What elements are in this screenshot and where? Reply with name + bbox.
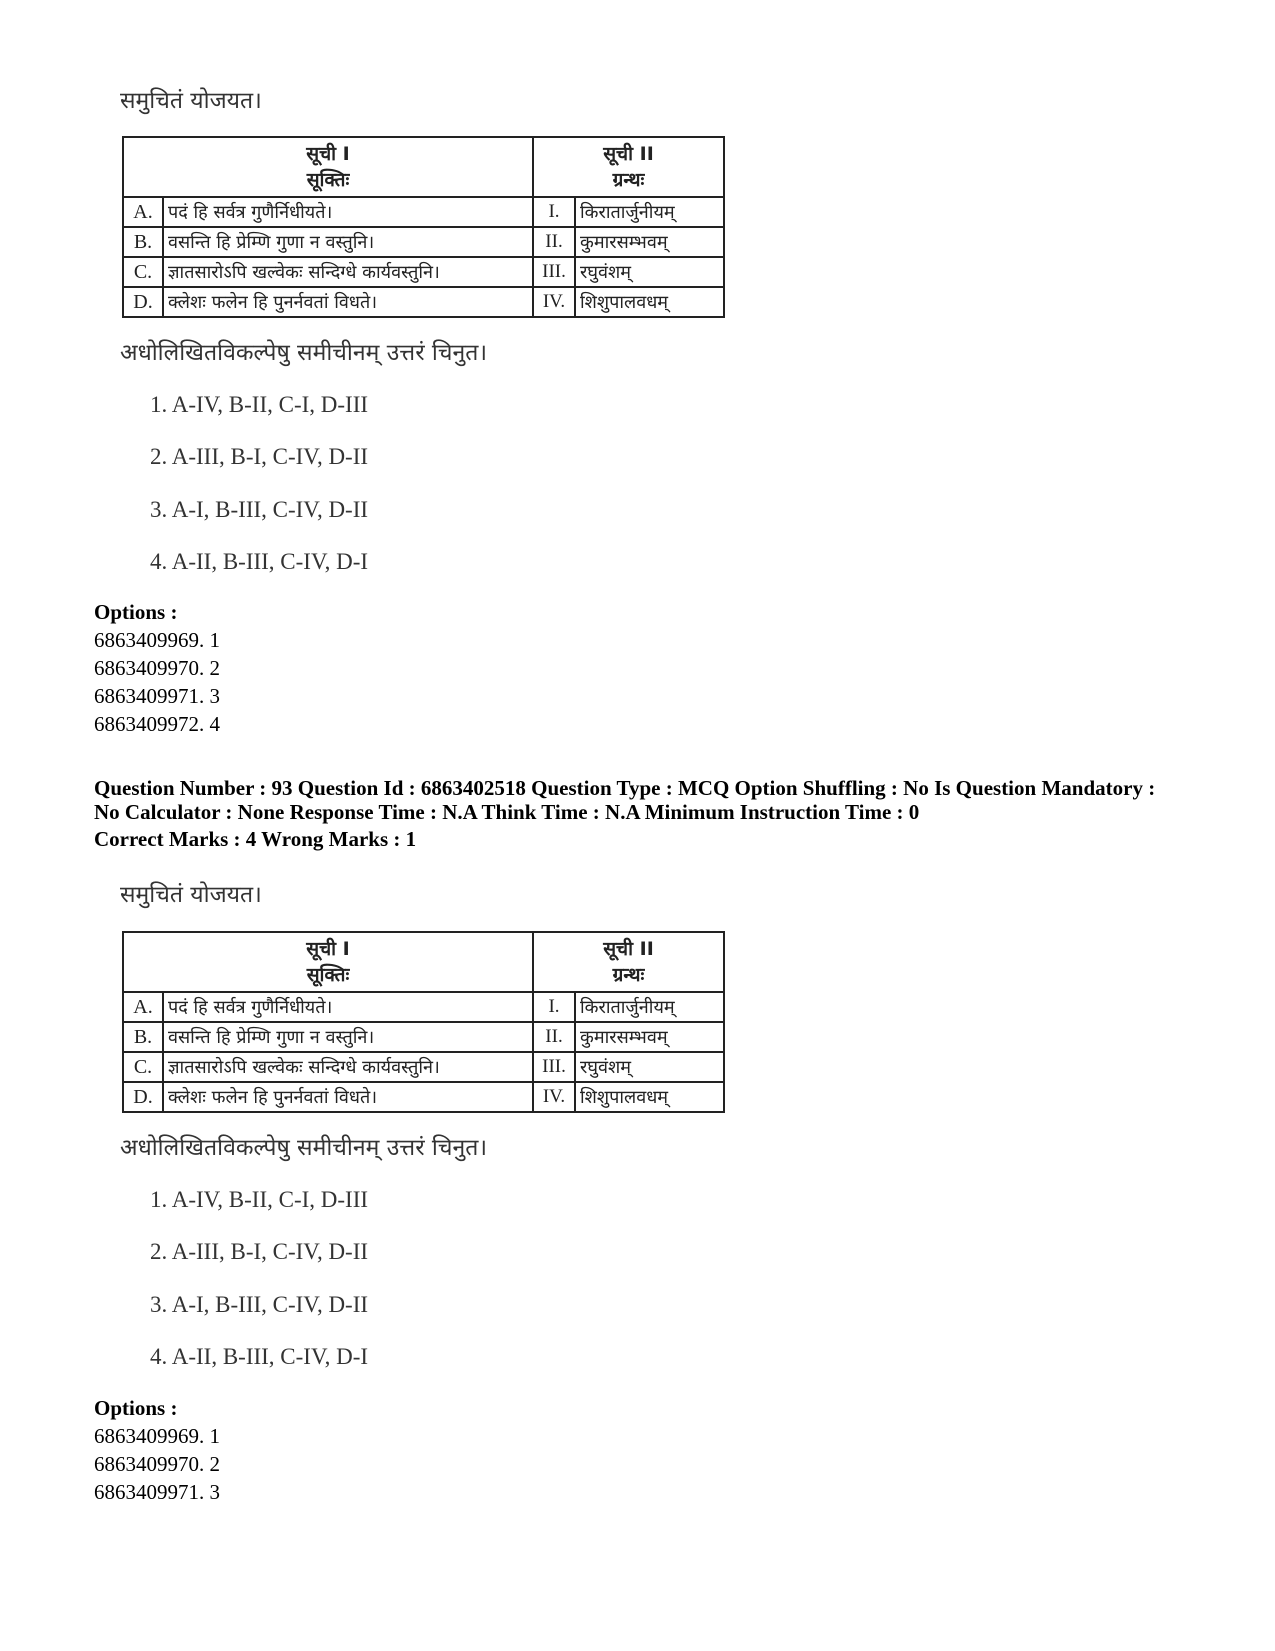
row-value: क्लेशः फलेन हि पुनर्नवतां विधते। <box>163 287 533 317</box>
row-key-2: III. <box>533 257 575 287</box>
list-2-title: सूची II <box>603 143 654 165</box>
question-1-choice-3: 3. A-I, B-III, C-IV, D-II <box>150 497 369 522</box>
row-key: A. <box>123 992 163 1022</box>
row-key: C. <box>123 1052 163 1082</box>
row-key: C. <box>123 257 163 287</box>
row-value: ज्ञातसारोऽपि खल्वेकः सन्दिग्धे कार्यवस्तुनि। <box>163 257 533 287</box>
list-1-subtitle: सूक्तिः <box>306 169 350 191</box>
question-2-choice-4: 4. A-II, B-III, C-IV, D-I <box>150 1344 369 1369</box>
question-1-instruction: समुचितं योजयत। <box>120 88 262 114</box>
question-2-choice-3: 3. A-I, B-III, C-IV, D-II <box>150 1292 369 1317</box>
question-1-option-id-3: 6863409971. 3 <box>94 684 220 708</box>
row-value: ज्ञातसारोऽपि खल्वेकः सन्दिग्धे कार्यवस्तुनि। <box>163 1052 533 1082</box>
row-value-2: शिशुपालवधम् <box>575 1082 724 1112</box>
question-2-option-id-3: 6863409971. 3 <box>94 1480 220 1504</box>
question-2-choice-2: 2. A-III, B-I, C-IV, D-II <box>150 1239 369 1264</box>
row-value: पदं हि सर्वत्र गुणैर्निधीयते। <box>163 197 533 227</box>
question-1-options-label: Options : <box>94 600 178 624</box>
list-2-header <box>533 932 724 992</box>
row-value-2: कुमारसम्भवम् <box>575 227 724 257</box>
question-1-option-id-1: 6863409969. 1 <box>94 628 220 652</box>
question-2-instruction: समुचितं योजयत। <box>120 882 262 908</box>
question-2-meta-line-2: No Calculator : None Response Time : N.A Think Time : N.A Minimum Instruction Time : 0 <box>94 800 920 824</box>
row-value-2: किरातार्जुनीयम् <box>575 197 724 227</box>
row-key: B. <box>123 227 163 257</box>
question-2-choice-1: 1. A-IV, B-II, C-I, D-III <box>150 1187 369 1212</box>
table-row <box>123 197 724 227</box>
question-1-prompt-block <box>120 338 760 368</box>
question-2-prompt: अधोलिखितविकल्पेषु समीचीनम् उत्तरं चिनुत। <box>120 1135 488 1161</box>
row-key: B. <box>123 1022 163 1052</box>
row-key-2: II. <box>533 1022 575 1052</box>
row-value-2: रघुवंशम् <box>575 1052 724 1082</box>
row-key-2: II. <box>533 227 575 257</box>
row-key-2: III. <box>533 1052 575 1082</box>
row-key: D. <box>123 287 163 317</box>
table-row <box>123 227 724 257</box>
table-row <box>123 992 724 1022</box>
row-key: D. <box>123 1082 163 1112</box>
question-1-instruction-block <box>120 86 760 116</box>
row-value-2: शिशुपालवधम् <box>575 287 724 317</box>
question-2-option-id-2: 6863409970. 2 <box>94 1452 220 1476</box>
row-value-2: रघुवंशम् <box>575 257 724 287</box>
question-2-meta-line-1: Question Number : 93 Question Id : 6863402518 Question Type : MCQ Option Shuffling : No Is Question Mandatory : <box>94 776 1156 800</box>
table-row <box>123 287 724 317</box>
question-1-choice-2: 2. A-III, B-I, C-IV, D-II <box>150 444 369 469</box>
match-table-header-row <box>123 137 724 197</box>
row-value: पदं हि सर्वत्र गुणैर्निधीयते। <box>163 992 533 1022</box>
question-1-match-table-block <box>120 136 760 318</box>
table-row <box>123 1022 724 1052</box>
question-1-option-id-2: 6863409970. 2 <box>94 656 220 680</box>
question-2-prompt-block <box>120 1133 760 1163</box>
list-2-header <box>533 137 724 197</box>
row-value: क्लेशः फलेन हि पुनर्नवतां विधते। <box>163 1082 533 1112</box>
match-table-header-row <box>123 932 724 992</box>
question-1-prompt: अधोलिखितविकल्पेषु समीचीनम् उत्तरं चिनुत। <box>120 340 488 366</box>
row-key-2: IV. <box>533 287 575 317</box>
question-2-option-id-1: 6863409969. 1 <box>94 1424 220 1448</box>
row-key: A. <box>123 197 163 227</box>
table-row <box>123 1082 724 1112</box>
row-value: वसन्ति हि प्रेम्णि गुणा न वस्तुनि। <box>163 1022 533 1052</box>
question-1-choice-4: 4. A-II, B-III, C-IV, D-I <box>150 549 369 574</box>
row-key-2: IV. <box>533 1082 575 1112</box>
row-value-2: किरातार्जुनीयम् <box>575 992 724 1022</box>
question-2-match-table-block <box>120 931 760 1113</box>
row-value: वसन्ति हि प्रेम्णि गुणा न वस्तुनि। <box>163 227 533 257</box>
list-2-title: सूची II <box>603 938 654 960</box>
question-2-marks: Correct Marks : 4 Wrong Marks : 1 <box>94 827 417 851</box>
list-1-subtitle: सूक्तिः <box>306 964 350 986</box>
row-key-2: I. <box>533 992 575 1022</box>
list-2-subtitle: ग्रन्थः <box>612 964 645 986</box>
row-key-2: I. <box>533 197 575 227</box>
list-1-header <box>123 932 533 992</box>
list-1-title: सूची I <box>306 938 350 960</box>
question-2-meta <box>94 776 1214 824</box>
question-1-choice-1: 1. A-IV, B-II, C-I, D-III <box>150 392 369 417</box>
question-1-match-table <box>122 136 725 318</box>
list-1-title: सूची I <box>306 143 350 165</box>
question-2-instruction-block <box>120 880 760 910</box>
question-2-match-table <box>122 931 725 1113</box>
row-value-2: कुमारसम्भवम् <box>575 1022 724 1052</box>
list-1-header <box>123 137 533 197</box>
question-2-options-label: Options : <box>94 1396 178 1420</box>
table-row <box>123 257 724 287</box>
table-row <box>123 1052 724 1082</box>
list-2-subtitle: ग्रन्थः <box>612 169 645 191</box>
question-1-option-id-4: 6863409972. 4 <box>94 712 220 736</box>
